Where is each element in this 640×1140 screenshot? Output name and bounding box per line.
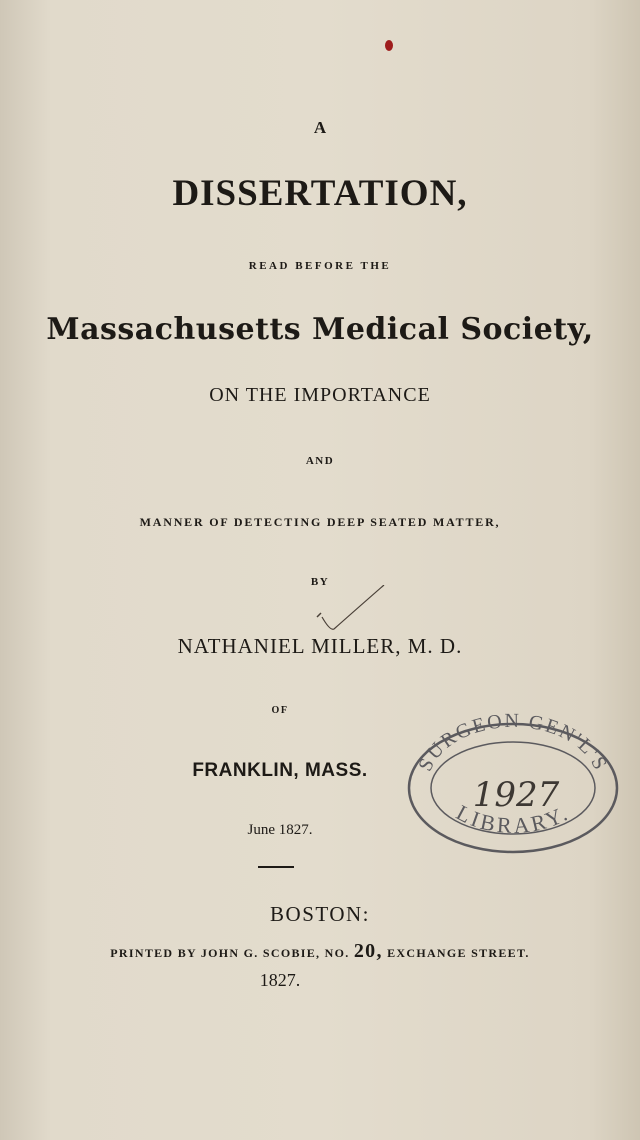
subtitle-importance: ON THE IMPORTANCE — [209, 384, 431, 406]
printer-number: 20, — [353, 940, 383, 962]
library-stamp — [398, 710, 626, 860]
subtitle-manner: MANNER OF DETECTING DEEP SEATED MATTER, — [139, 515, 501, 529]
page-title: DISSERTATION, — [172, 173, 468, 214]
stamp-top-text: SURGEON GEN'L'S — [414, 710, 612, 775]
printer-line — [0, 940, 640, 963]
read-before-line: READ BEFORE THE — [248, 260, 392, 272]
stamp-bottom-text: LIBRARY. — [452, 799, 574, 839]
author-place: FRANKLIN, MASS. — [192, 760, 368, 781]
publication-year: 1827. — [259, 970, 301, 990]
printer-suffix: EXCHANGE STREET. — [387, 946, 530, 960]
red-mark — [385, 40, 393, 51]
stamp-handwritten-number: 1927 — [472, 775, 560, 815]
subtitle-and: AND — [305, 455, 335, 467]
divider-rule — [258, 866, 294, 868]
society-name: Massachusetts Medical Society, — [46, 312, 594, 347]
title-article: A — [313, 118, 327, 137]
printer-prefix: PRINTED BY JOHN G. SCOBIE, NO. — [110, 946, 350, 960]
publication-date: June 1827. — [247, 822, 313, 838]
author-name: NATHANIEL MILLER, M. D. — [177, 634, 463, 658]
of-line: OF — [271, 705, 289, 716]
publication-city: BOSTON: — [270, 902, 370, 926]
by-line: BY — [310, 576, 330, 588]
